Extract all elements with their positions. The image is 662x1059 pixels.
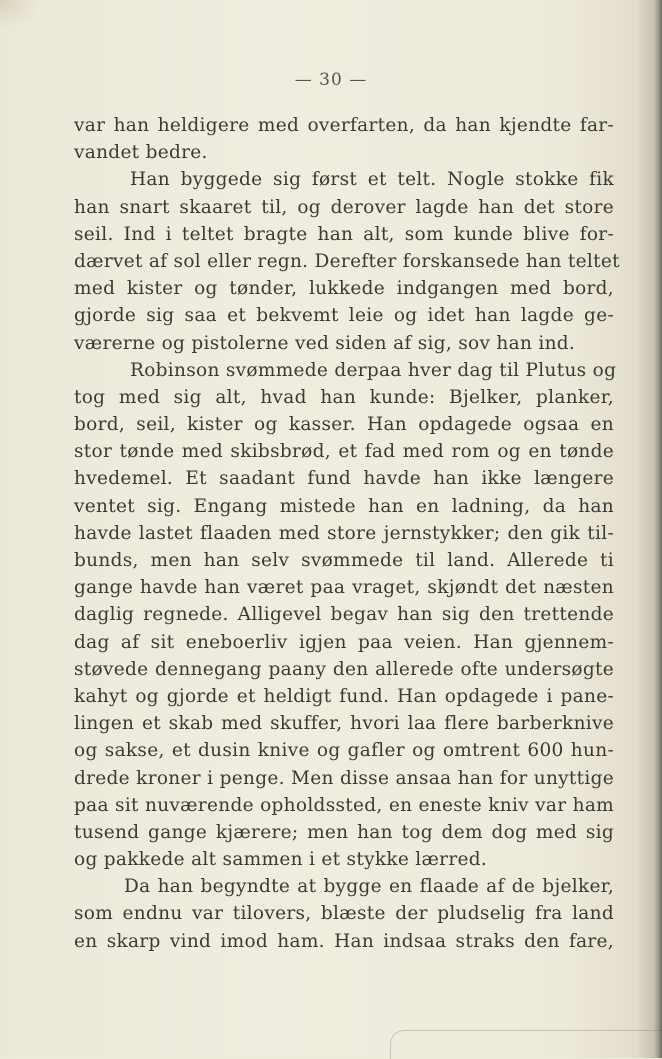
text-line: Da han begyndte at bygge en flaade af de bjelker,: [124, 876, 614, 898]
text-line: gange havde han været paa vraget, skjøndt det næsten: [74, 577, 614, 599]
text-line: tusend gange kjærere; men han tog dem dog med sig: [74, 821, 614, 843]
text-line: Han byggede sig først et telt. Nogle stokke fik: [130, 169, 614, 191]
text-line: og sakse, et dusin knive og gafler og omtrent 600 hun-: [74, 740, 614, 762]
text-line: paa sit nuværende opholdssted, en eneste kniv var ham: [74, 794, 614, 816]
text-line: havde lastet flaaden med store jernstykker; den gik til-: [74, 522, 614, 544]
page-binding-shadow: [654, 0, 662, 1058]
text-line: med kister og tønder, lukkede indgangen med bord,: [74, 278, 614, 300]
page-edge-mark: [390, 1030, 662, 1059]
text-line: gjorde sig saa et bekvemt leie og idet han lagde ge-: [74, 305, 614, 327]
text-line: Robinson svømmede derpaa hver dag til Plutus og: [130, 359, 617, 381]
text-line: støvede dennegang paany den allerede ofte undersøgte: [74, 658, 614, 680]
text-line: som endnu var tilovers, blæste der pludselig fra land: [74, 903, 614, 925]
text-line: tog med sig alt, hvad han kunde: Bjelker, planker,: [74, 386, 614, 408]
text-line: hvedemel. Et saadant fund havde han ikke længere: [74, 468, 614, 490]
text-line: bunds, men han selv svømmede til land. Allerede ti: [74, 550, 614, 571]
text-line: og pakkede alt sammen i et stykke lærred.: [74, 849, 488, 871]
text-line: lingen et skab med skuffer, hvori laa flere barberknive: [74, 713, 614, 735]
text-line: stor tønde med skibsbrød, et fad med rom og en tønde: [74, 441, 614, 463]
text-line: kahyt og gjorde et heldigt fund. Han opdagede i pane-: [74, 685, 614, 707]
text-line: daglig regnede. Alligevel begav han sig den trettende: [74, 604, 614, 626]
text-line: drede kroner i penge. Men disse ansaa han for unyttige: [74, 767, 614, 789]
text-line: dag af sit eneboerliv igjen paa veien. Han gjennem-: [74, 631, 614, 653]
page-number: — 30 —: [294, 70, 368, 90]
text-line: var han heldigere med overfarten, da han kjendte far-: [74, 115, 614, 136]
body-text: [74, 112, 620, 955]
text-line: en skarp vind imod ham. Han indsaa straks den fare,: [74, 930, 614, 952]
text-line: bord, seil, kister og kasser. Han opdagede ogsaa en: [74, 414, 614, 436]
text-line: ventet sig. Engang mistede han en ladning, da han: [74, 495, 614, 517]
text-line: seil. Ind i teltet bragte han alt, som kunde blive for-: [74, 223, 614, 245]
paper-stain: [0, 0, 40, 30]
text-line: værerne og pistolerne ved siden af sig, sov han ind.: [74, 332, 576, 354]
text-line: han snart skaaret til, og derover lagde han det store: [74, 196, 614, 218]
text-line: dærvet af sol eller regn. Derefter forskansede han teltet: [74, 250, 620, 272]
text-line: vandet bedre.: [74, 142, 208, 164]
